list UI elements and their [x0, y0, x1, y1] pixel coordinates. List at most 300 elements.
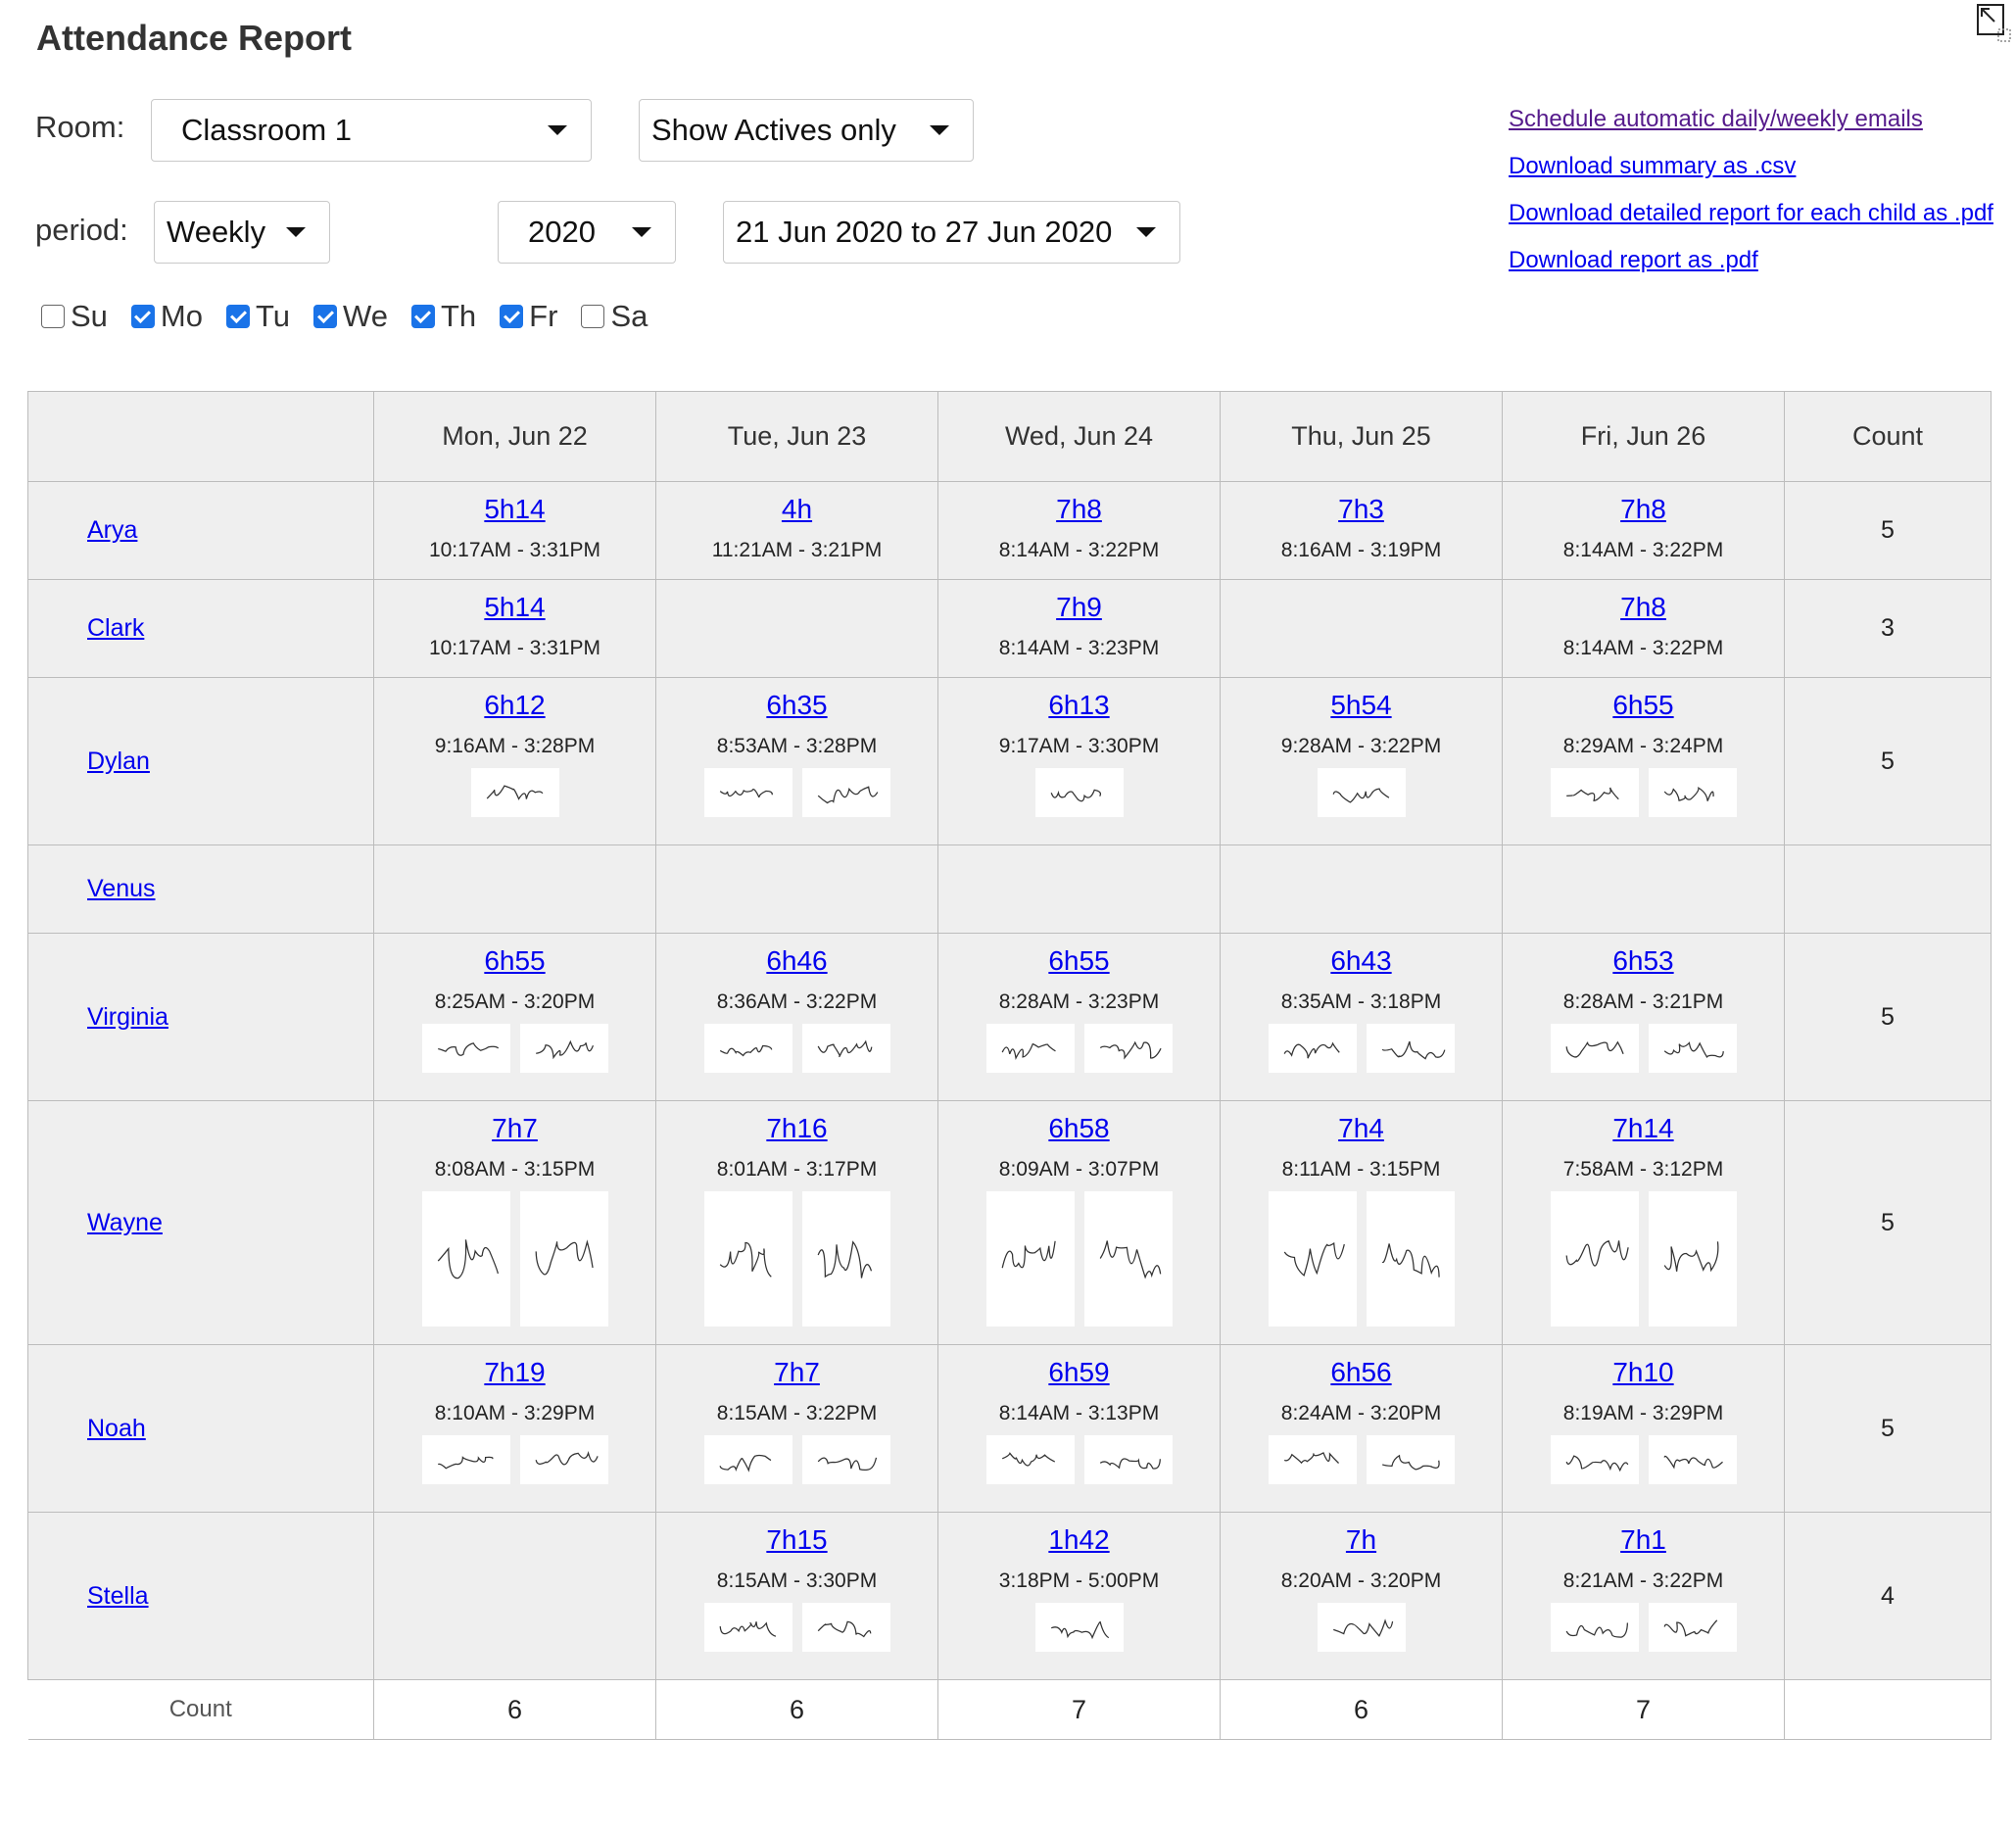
header-blank [28, 392, 374, 482]
signature-image[interactable] [1551, 1191, 1639, 1327]
duration-link[interactable]: 6h53 [1612, 945, 1674, 976]
time-range: 9:17AM - 3:30PM [998, 735, 1160, 757]
attendance-cell [656, 1345, 938, 1513]
signature-image[interactable] [802, 1024, 890, 1073]
signature-stroke [1044, 773, 1115, 812]
day-filter-label: We [343, 299, 388, 333]
duration-link[interactable]: 6h43 [1330, 945, 1392, 976]
period-label: period: [35, 213, 128, 247]
signature-group [656, 1191, 937, 1327]
attendance-cell [938, 934, 1221, 1101]
signature-image[interactable] [1035, 768, 1124, 817]
signature-stroke [811, 1440, 882, 1479]
duration-link[interactable]: 6h58 [1048, 1113, 1110, 1143]
time-range: 8:08AM - 3:15PM [434, 1158, 596, 1181]
duration-link[interactable]: 6h46 [766, 945, 828, 976]
signature-group [374, 1435, 655, 1484]
attendance-cell [374, 1101, 656, 1345]
signature-stroke [1657, 1205, 1728, 1313]
expand-icon[interactable] [1977, 4, 2012, 43]
day-filter-label: Tu [256, 299, 291, 333]
time-range: 8:16AM - 3:19PM [1280, 539, 1442, 561]
signature-image[interactable] [1551, 1435, 1639, 1484]
day-filter-su[interactable] [41, 299, 108, 334]
duration-link[interactable]: 7h7 [774, 1357, 820, 1387]
signature-stroke [1093, 1440, 1164, 1479]
table-row [28, 678, 1992, 845]
signature-stroke [811, 1205, 882, 1313]
attendance-cell [374, 934, 656, 1101]
signature-stroke [1560, 1608, 1630, 1647]
year-select[interactable] [498, 201, 676, 264]
day-total-cell: 6 [1221, 1680, 1503, 1740]
duration-link[interactable]: 6h13 [1048, 690, 1110, 720]
child-name-cell [28, 1101, 374, 1345]
time-range: 8:10AM - 3:29PM [434, 1402, 596, 1424]
signature-image[interactable] [986, 1024, 1075, 1073]
signature-group [656, 1024, 937, 1073]
signature-group [1503, 1603, 1784, 1652]
child-name-link[interactable]: Dylan [87, 747, 150, 775]
chevron-down-icon [632, 227, 651, 237]
signature-stroke [1375, 1029, 1446, 1068]
attendance-cell [938, 580, 1221, 678]
attendance-cell [374, 482, 656, 580]
time-range: 8:35AM - 3:18PM [1280, 990, 1442, 1013]
attendance-cell [1503, 1345, 1785, 1513]
signature-stroke [1560, 1205, 1630, 1313]
attendance-cell [1221, 482, 1503, 580]
signature-stroke [1375, 1440, 1446, 1479]
attendance-cell [656, 580, 938, 678]
totals-label: Count [28, 1680, 374, 1740]
signature-image[interactable] [802, 1435, 890, 1484]
signature-image[interactable] [422, 1024, 510, 1073]
day-filter-tu[interactable] [226, 299, 290, 334]
signature-stroke [1044, 1608, 1115, 1647]
attendance-cell [938, 845, 1221, 934]
duration-link[interactable]: 5h14 [484, 494, 546, 524]
attendance-cell [1503, 1513, 1785, 1680]
totals-row [28, 1680, 1992, 1740]
child-name-link[interactable]: Noah [87, 1414, 146, 1442]
duration-link[interactable]: 7h19 [484, 1357, 546, 1387]
period-select[interactable] [154, 201, 330, 264]
signature-stroke [1326, 1608, 1397, 1647]
signature-group [1503, 1191, 1784, 1327]
signature-group [1221, 1024, 1502, 1073]
signature-image[interactable] [1269, 1024, 1357, 1073]
day-total-cell: 7 [1503, 1680, 1785, 1740]
attendance-cell [1221, 1101, 1503, 1345]
time-range: 8:15AM - 3:30PM [716, 1569, 878, 1592]
signature-image[interactable] [1367, 1191, 1455, 1327]
signature-stroke [995, 1205, 1066, 1313]
signature-stroke [713, 1440, 784, 1479]
duration-link[interactable]: 5h14 [484, 592, 546, 622]
period-select-value: Weekly [167, 215, 266, 249]
time-range: 9:16AM - 3:28PM [434, 735, 596, 757]
signature-group [374, 768, 655, 817]
row-count-cell: 5 [1785, 934, 1992, 1101]
day-filter-label: Mo [160, 299, 203, 333]
duration-link[interactable]: 7h10 [1612, 1357, 1674, 1387]
attendance-cell [656, 845, 938, 934]
duration-link[interactable]: 4h [781, 494, 813, 524]
duration-link[interactable]: 7h15 [766, 1524, 828, 1555]
signature-group [374, 1024, 655, 1073]
time-range: 8:15AM - 3:22PM [716, 1402, 878, 1424]
attendance-cell [1221, 1513, 1503, 1680]
signature-group [938, 1435, 1220, 1484]
table-row [28, 1345, 1992, 1513]
time-range: 8:01AM - 3:17PM [716, 1158, 878, 1181]
row-count-cell: 3 [1785, 580, 1992, 678]
time-range: 8:24AM - 3:20PM [1280, 1402, 1442, 1424]
time-range: 10:17AM - 3:31PM [428, 637, 601, 659]
duration-link[interactable]: 7h8 [1620, 494, 1666, 524]
duration-link[interactable]: 7h9 [1056, 592, 1102, 622]
signature-image[interactable] [520, 1191, 608, 1327]
time-range: 8:19AM - 3:29PM [1562, 1402, 1724, 1424]
signature-image[interactable] [986, 1191, 1075, 1327]
time-range: 8:09AM - 3:07PM [998, 1158, 1160, 1181]
duration-link[interactable]: 6h55 [1048, 945, 1110, 976]
report-links [1509, 106, 1993, 294]
attendance-cell [1503, 580, 1785, 678]
header-day: Wed, Jun 24 [938, 392, 1221, 482]
signature-image[interactable] [1551, 1024, 1639, 1073]
attendance-cell [1503, 934, 1785, 1101]
time-range: 8:14AM - 3:22PM [1562, 539, 1724, 561]
attendance-cell [656, 934, 938, 1101]
chevron-down-icon [548, 125, 567, 135]
day-total-cell: 6 [656, 1680, 938, 1740]
download-csv-link[interactable]: Download summary as .csv [1509, 153, 1797, 179]
child-name-cell [28, 678, 374, 845]
header-day: Thu, Jun 25 [1221, 392, 1503, 482]
signature-stroke [1560, 1440, 1630, 1479]
signature-image[interactable] [704, 1191, 792, 1327]
child-name-cell [28, 580, 374, 678]
attendance-cell [656, 1513, 938, 1680]
attendance-cell [374, 845, 656, 934]
attendance-cell [938, 482, 1221, 580]
signature-image[interactable] [1649, 768, 1737, 817]
checkbox-checked-icon[interactable] [411, 305, 435, 328]
signature-image[interactable] [1084, 1435, 1173, 1484]
attendance-cell [938, 678, 1221, 845]
signature-stroke [713, 773, 784, 812]
day-total-cell [1785, 1680, 1992, 1740]
signature-image[interactable] [1084, 1191, 1173, 1327]
signature-stroke [431, 1440, 502, 1479]
year-select-value: 2020 [528, 215, 596, 249]
day-filter-th[interactable] [411, 299, 476, 334]
signature-group [1503, 1435, 1784, 1484]
signature-image[interactable] [1318, 1603, 1406, 1652]
duration-link[interactable]: 6h55 [484, 945, 546, 976]
signature-stroke [995, 1029, 1066, 1068]
signature-image[interactable] [986, 1435, 1075, 1484]
time-range: 3:18PM - 5:00PM [998, 1569, 1160, 1592]
signature-image[interactable] [520, 1024, 608, 1073]
time-range: 7:58AM - 3:12PM [1562, 1158, 1724, 1181]
attendance-cell [1221, 934, 1503, 1101]
attendance-cell [938, 1101, 1221, 1345]
signature-image[interactable] [1367, 1024, 1455, 1073]
signature-group [1503, 1024, 1784, 1073]
download-detailed-pdf-link[interactable]: Download detailed report for each child as .pdf [1509, 200, 1993, 226]
attendance-cell [374, 678, 656, 845]
signature-group [938, 768, 1220, 817]
table-row [28, 1101, 1992, 1345]
attendance-cell [656, 1101, 938, 1345]
signature-stroke [480, 773, 551, 812]
signature-stroke [713, 1608, 784, 1647]
signature-group [656, 1603, 937, 1652]
signature-stroke [1277, 1440, 1348, 1479]
signature-stroke [1657, 1440, 1728, 1479]
attendance-cell [656, 482, 938, 580]
day-filter-sa[interactable] [581, 299, 648, 334]
schedule-emails-link[interactable]: Schedule automatic daily/weekly emails [1509, 106, 1923, 132]
checkbox-unchecked-icon[interactable] [581, 305, 604, 328]
time-range: 8:14AM - 3:22PM [998, 539, 1160, 561]
day-total-cell: 7 [938, 1680, 1221, 1740]
signature-image[interactable] [1269, 1191, 1357, 1327]
signature-image[interactable] [520, 1435, 608, 1484]
time-range: 8:14AM - 3:23PM [998, 637, 1160, 659]
duration-link[interactable]: 7h4 [1338, 1113, 1384, 1143]
attendance-cell [1503, 482, 1785, 580]
chevron-down-icon [286, 227, 306, 237]
header-day: Fri, Jun 26 [1503, 392, 1785, 482]
status-select[interactable] [639, 99, 974, 162]
signature-group [656, 1435, 937, 1484]
room-label: Room: [35, 110, 125, 144]
signature-stroke [1277, 1205, 1348, 1313]
duration-link[interactable]: 7h14 [1612, 1113, 1674, 1143]
signature-group [656, 768, 937, 817]
child-name-cell [28, 845, 374, 934]
signature-group [1221, 1603, 1502, 1652]
day-filter-label: Sa [610, 299, 648, 333]
signature-image[interactable] [704, 1603, 792, 1652]
signature-stroke [431, 1205, 502, 1313]
signature-image[interactable] [471, 768, 559, 817]
child-name-link[interactable]: Arya [87, 516, 138, 544]
row-count-cell: 5 [1785, 678, 1992, 845]
row-count-cell: 5 [1785, 1101, 1992, 1345]
attendance-cell [656, 678, 938, 845]
table-row [28, 580, 1992, 678]
duration-link[interactable]: 7h16 [766, 1113, 828, 1143]
signature-stroke [811, 773, 882, 812]
header-day: Tue, Jun 23 [656, 392, 938, 482]
checkbox-checked-icon[interactable] [313, 305, 337, 328]
room-select[interactable] [151, 99, 592, 162]
signature-image[interactable] [1649, 1024, 1737, 1073]
attendance-cell [1221, 845, 1503, 934]
time-range: 11:21AM - 3:21PM [711, 539, 883, 561]
day-filter-fr[interactable] [500, 299, 557, 334]
signature-stroke [1657, 1029, 1728, 1068]
signature-image[interactable] [1269, 1435, 1357, 1484]
day-filter-label: Th [440, 299, 477, 333]
chevron-down-icon [930, 125, 949, 135]
signature-group [1221, 768, 1502, 817]
signature-image[interactable] [1649, 1435, 1737, 1484]
time-range: 8:53AM - 3:28PM [716, 735, 878, 757]
duration-link[interactable]: 7h7 [492, 1113, 538, 1143]
duration-link[interactable]: 6h12 [484, 690, 546, 720]
checkbox-checked-icon[interactable] [131, 305, 155, 328]
weekday-filter [41, 299, 671, 334]
signature-stroke [811, 1608, 882, 1647]
attendance-cell [374, 580, 656, 678]
time-range: 8:28AM - 3:21PM [1562, 990, 1724, 1013]
header-day: Mon, Jun 22 [374, 392, 656, 482]
signature-image[interactable] [704, 1435, 792, 1484]
child-name-link[interactable]: Venus [87, 875, 156, 902]
signature-image[interactable] [704, 768, 792, 817]
download-report-pdf-link[interactable]: Download report as .pdf [1509, 247, 1758, 273]
checkbox-checked-icon[interactable] [226, 305, 250, 328]
signature-stroke [713, 1205, 784, 1313]
signature-stroke [1657, 1608, 1728, 1647]
duration-link[interactable]: 6h55 [1612, 690, 1674, 720]
time-range: 8:21AM - 3:22PM [1562, 1569, 1724, 1592]
row-count-cell: 4 [1785, 1513, 1992, 1680]
duration-link[interactable]: 7h [1345, 1524, 1377, 1555]
row-count-cell: 5 [1785, 1345, 1992, 1513]
attendance-cell [938, 1345, 1221, 1513]
attendance-cell [374, 1513, 656, 1680]
day-filter-label: Fr [529, 299, 558, 333]
attendance-cell [1503, 1101, 1785, 1345]
signature-stroke [529, 1205, 600, 1313]
signature-image[interactable] [802, 768, 890, 817]
signature-image[interactable] [1084, 1024, 1173, 1073]
signature-image[interactable] [1551, 768, 1639, 817]
table-row [28, 1513, 1992, 1680]
row-count-cell [1785, 845, 1992, 934]
attendance-cell [374, 1345, 656, 1513]
signature-stroke [1560, 773, 1630, 812]
time-range: 8:29AM - 3:24PM [1562, 735, 1724, 757]
child-name-cell [28, 934, 374, 1101]
duration-link[interactable]: 7h1 [1620, 1524, 1666, 1555]
room-select-value: Classroom 1 [181, 113, 352, 147]
time-range: 8:14AM - 3:22PM [1562, 637, 1724, 659]
attendance-cell [1221, 678, 1503, 845]
signature-stroke [1326, 773, 1397, 812]
child-name-cell [28, 1345, 374, 1513]
duration-link[interactable]: 5h54 [1330, 690, 1392, 720]
signature-stroke [1093, 1029, 1164, 1068]
child-name-link[interactable]: Wayne [87, 1208, 163, 1236]
attendance-table [27, 391, 1992, 1740]
signature-stroke [1375, 1205, 1446, 1313]
attendance-cell [1221, 1345, 1503, 1513]
signature-image[interactable] [1551, 1603, 1639, 1652]
duration-link[interactable]: 6h59 [1048, 1357, 1110, 1387]
signature-group [938, 1603, 1220, 1652]
signature-stroke [995, 1440, 1066, 1479]
signature-image[interactable] [802, 1603, 890, 1652]
signature-group [938, 1024, 1220, 1073]
child-name-link[interactable]: Clark [87, 614, 145, 642]
signature-image[interactable] [1649, 1191, 1737, 1327]
duration-link[interactable]: 7h8 [1620, 592, 1666, 622]
child-name-link[interactable]: Stella [87, 1581, 149, 1610]
signature-group [374, 1191, 655, 1327]
signature-stroke [811, 1029, 882, 1068]
table-row [28, 482, 1992, 580]
signature-stroke [529, 1440, 600, 1479]
duration-link[interactable]: 6h56 [1330, 1357, 1392, 1387]
signature-image[interactable] [1367, 1435, 1455, 1484]
attendance-cell [1503, 678, 1785, 845]
signature-stroke [713, 1029, 784, 1068]
status-select-value: Show Actives only [651, 113, 896, 147]
child-name-link[interactable]: Virginia [87, 1002, 168, 1031]
signature-group [1221, 1435, 1502, 1484]
signature-image[interactable] [1035, 1603, 1124, 1652]
signature-image[interactable] [704, 1024, 792, 1073]
signature-group [938, 1191, 1220, 1327]
day-filter-label: Su [71, 299, 108, 333]
child-name-cell [28, 1513, 374, 1680]
signature-image[interactable] [422, 1435, 510, 1484]
time-range: 8:28AM - 3:23PM [998, 990, 1160, 1013]
duration-link[interactable]: 7h3 [1338, 494, 1384, 524]
date-range-select[interactable] [723, 201, 1180, 264]
signature-stroke [1560, 1029, 1630, 1068]
time-range: 8:20AM - 3:20PM [1280, 1569, 1442, 1592]
duration-link[interactable]: 1h42 [1048, 1524, 1110, 1555]
table-header-row [28, 392, 1992, 482]
attendance-cell [938, 1513, 1221, 1680]
signature-image[interactable] [1649, 1603, 1737, 1652]
day-filter-mo[interactable] [131, 299, 203, 334]
checkbox-unchecked-icon[interactable] [41, 305, 65, 328]
table-row [28, 845, 1992, 934]
signature-image[interactable] [802, 1191, 890, 1327]
day-filter-we[interactable] [313, 299, 388, 334]
signature-group [1221, 1191, 1502, 1327]
signature-stroke [431, 1029, 502, 1068]
page-title: Attendance Report [36, 18, 353, 58]
date-range-value: 21 Jun 2020 to 27 Jun 2020 [736, 215, 1113, 249]
checkbox-checked-icon[interactable] [500, 305, 523, 328]
signature-stroke [529, 1029, 600, 1068]
chevron-down-icon [1136, 227, 1156, 237]
attendance-cell [1221, 580, 1503, 678]
signature-stroke [1657, 773, 1728, 812]
time-range: 8:36AM - 3:22PM [716, 990, 878, 1013]
signature-image[interactable] [422, 1191, 510, 1327]
signature-stroke [1093, 1205, 1164, 1313]
duration-link[interactable]: 7h8 [1056, 494, 1102, 524]
table-row [28, 934, 1992, 1101]
signature-group [1503, 768, 1784, 817]
signature-stroke [1277, 1029, 1348, 1068]
signature-image[interactable] [1318, 768, 1406, 817]
time-range: 9:28AM - 3:22PM [1280, 735, 1442, 757]
duration-link[interactable]: 6h35 [766, 690, 828, 720]
